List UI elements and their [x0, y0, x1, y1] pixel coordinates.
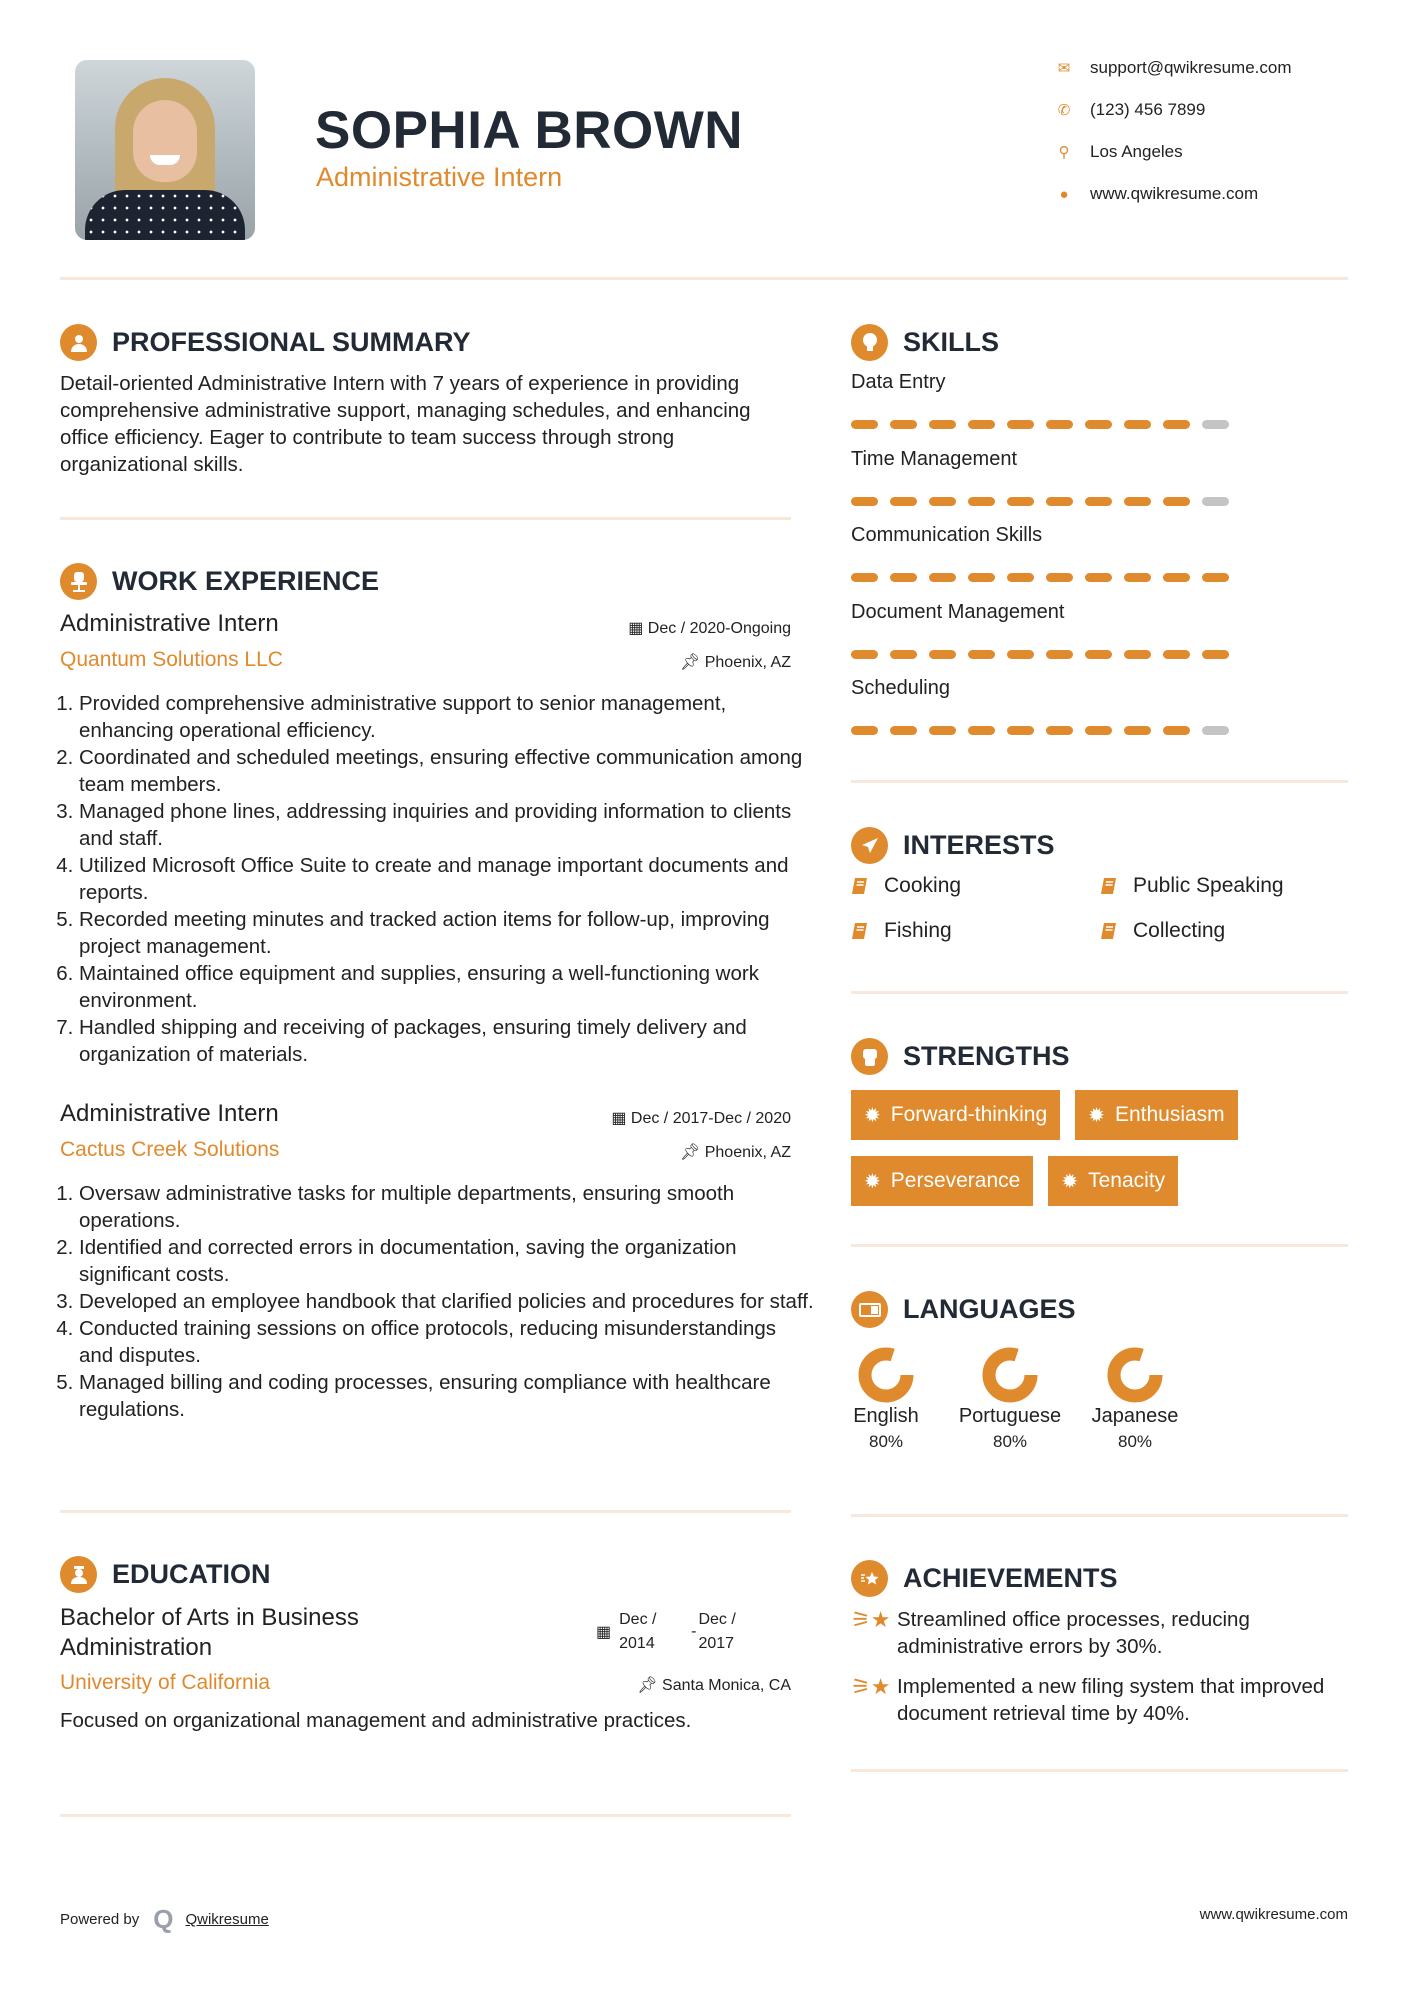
- skill-dash: [1046, 726, 1073, 735]
- language-item: [826, 1345, 946, 1452]
- star-icon: ⚞★: [851, 1607, 891, 1632]
- globe-icon: ●: [1059, 185, 1069, 203]
- skill-dash: [1163, 573, 1190, 582]
- profile-photo: [75, 60, 255, 240]
- language-ring-chart: [980, 1345, 1040, 1405]
- skill-dash: [1007, 650, 1034, 659]
- contact-website[interactable]: ● www.qwikresume.com: [1055, 184, 1258, 204]
- skill-dash: [1124, 650, 1151, 659]
- skill-dash: [968, 650, 995, 659]
- list-item: 3. Developed an employee handbook that clarified policies and procedures for staff.: [79, 1288, 814, 1315]
- list-item: 5. Managed billing and coding processes, ensuring compliance with healthcare regulations.: [79, 1369, 814, 1423]
- skill-dash: [1085, 726, 1112, 735]
- skill-rating-bar: [851, 573, 1229, 582]
- skill-dash: [1085, 497, 1112, 506]
- list-item: 2. Identified and corrected errors in documentation, saving the organization significant costs.: [79, 1234, 814, 1288]
- skill-dash: [929, 650, 956, 659]
- skill-dash: [929, 497, 956, 506]
- language-ring-chart: [1105, 1345, 1165, 1405]
- job-location: 📌︎ Phoenix, AZ: [679, 1144, 791, 1161]
- skill-dash: [1163, 497, 1190, 506]
- languages-divider: [851, 1514, 1348, 1517]
- language-name: English: [853, 1405, 919, 1427]
- language-item: [1075, 1345, 1195, 1452]
- skill-dash: [851, 497, 878, 506]
- education-description: Focused on organizational management and administrative practices.: [60, 1709, 692, 1732]
- skill-dash: [890, 420, 917, 429]
- language-item: [950, 1345, 1070, 1452]
- language-percent: 80%: [992, 1432, 1028, 1451]
- calendar-icon: ▦: [596, 1624, 612, 1641]
- skill-dash: [1124, 726, 1151, 735]
- location-icon: ⚲: [1058, 144, 1070, 161]
- skill-label: Communication Skills: [851, 524, 1043, 546]
- school-name: University of California: [60, 1671, 271, 1694]
- qwikresume-link[interactable]: Qwikresume: [185, 1911, 269, 1928]
- list-item: 2. Coordinated and scheduled meetings, ensuring effective communication among team members.: [79, 744, 809, 798]
- job-company: Cactus Creek Solutions: [60, 1138, 280, 1161]
- book-icon: [851, 922, 869, 940]
- skill-dash: [968, 420, 995, 429]
- job-location: 📌︎ Phoenix, AZ: [679, 654, 791, 671]
- skill-dash: [851, 573, 878, 582]
- achievements-divider: [851, 1769, 1348, 1772]
- skill-dash: [929, 726, 956, 735]
- calendar-icon: ▦: [611, 1110, 627, 1127]
- skill-dash: [851, 420, 878, 429]
- skill-dash: [851, 650, 878, 659]
- work-divider: [60, 1510, 791, 1513]
- achievement-item: ⚞★ Streamlined office processes, reducing administrative errors by 30%.: [851, 1607, 1250, 1658]
- language-name: Japanese: [1091, 1405, 1179, 1427]
- interest-item: Fishing: [851, 919, 952, 943]
- badge-icon: ✹: [864, 1170, 881, 1193]
- list-item: 6. Maintained office equipment and supplies, ensuring a well-functioning work environment.: [79, 960, 809, 1014]
- badge-icon: ✹: [1061, 1170, 1079, 1193]
- user-icon: [60, 324, 97, 361]
- language-ring-chart: [856, 1345, 916, 1405]
- candidate-role: Administrative Intern: [316, 162, 563, 192]
- skill-dash: [1085, 420, 1112, 429]
- job-bullets: [60, 690, 809, 1068]
- skill-dash: [968, 573, 995, 582]
- contact-location: ⚲ Los Angeles: [1055, 142, 1183, 162]
- footer-powered-by: Powered by Q Qwikresume: [60, 1904, 269, 1934]
- skill-label: Time Management: [851, 447, 1017, 470]
- skill-dash: [1046, 573, 1073, 582]
- office-chair-icon: [60, 563, 97, 600]
- skill-dash: [1163, 420, 1190, 429]
- calendar-icon: ▦: [628, 620, 644, 637]
- skill-dash: [1163, 726, 1190, 735]
- fist-icon: [851, 1038, 888, 1075]
- phone-icon: ✆: [1057, 102, 1071, 119]
- skill-dash: [1007, 573, 1034, 582]
- list-item: 1. Oversaw administrative tasks for multiple departments, ensuring smooth operations.: [79, 1180, 814, 1234]
- education-divider: [60, 1814, 791, 1817]
- lightbulb-icon: [851, 324, 888, 361]
- skills-divider: [851, 780, 1348, 783]
- job-bullets: [60, 1180, 814, 1423]
- skill-dash: [890, 497, 917, 506]
- star-badge-icon: [851, 1560, 888, 1597]
- strength-tag: ✹ Enthusiasm: [1075, 1090, 1237, 1140]
- badge-icon: ✹: [864, 1104, 881, 1127]
- list-item: 7. Handled shipping and receiving of packages, ensuring timely delivery and organization of materials.: [79, 1014, 809, 1068]
- skill-dash: [929, 420, 956, 429]
- list-item: 5. Recorded meeting minutes and tracked action items for follow-up, improving project management.: [79, 906, 809, 960]
- book-icon: [851, 877, 869, 895]
- interest-item: Cooking: [851, 874, 961, 898]
- job-title: Administrative Intern: [60, 610, 279, 637]
- skill-dash: [1085, 573, 1112, 582]
- skill-dash: [1202, 650, 1229, 659]
- skill-dash: [1202, 420, 1229, 429]
- achievement-item: ⚞★ Implemented a new filing system that improved document retrieval time by 40%.: [851, 1674, 1325, 1725]
- education-heading: EDUCATION: [60, 1556, 271, 1593]
- education-location: 📌︎ Santa Monica, CA: [637, 1677, 791, 1694]
- achievements-heading: ACHIEVEMENTS: [851, 1560, 1118, 1597]
- skill-dash: [1007, 726, 1034, 735]
- contact-email[interactable]: ✉ support@qwikresume.com: [1055, 58, 1292, 78]
- book-icon: [1100, 877, 1118, 895]
- job-company: Quantum Solutions LLC: [60, 648, 283, 671]
- header-divider: [60, 277, 1348, 280]
- interests-divider: [851, 991, 1348, 994]
- pin-icon: 📌︎: [679, 654, 701, 671]
- language-name: Portuguese: [958, 1405, 1062, 1427]
- contact-phone[interactable]: ✆ (123) 456 7899: [1055, 100, 1205, 120]
- skill-rating-bar: [851, 420, 1229, 429]
- skill-dash: [1007, 420, 1034, 429]
- education-date: ▦ Dec / 2014 - Dec / 2017: [596, 1611, 736, 1652]
- interest-item: Collecting: [1100, 919, 1225, 943]
- skill-label: Document Management: [851, 600, 1065, 623]
- summary-divider: [60, 517, 791, 520]
- interests-heading: INTERESTS: [851, 827, 1055, 864]
- skill-dash: [1124, 497, 1151, 506]
- star-icon: ⚞★: [851, 1674, 891, 1699]
- skill-dash: [1007, 497, 1034, 506]
- skill-dash: [890, 726, 917, 735]
- pin-icon: 📌︎: [637, 1677, 658, 1694]
- interest-item: Public Speaking: [1100, 874, 1284, 898]
- list-item: 3. Managed phone lines, addressing inquiries and providing information to clients and staff.: [79, 798, 809, 852]
- skill-rating-bar: [851, 497, 1229, 506]
- skill-dash: [1163, 650, 1190, 659]
- skill-dash: [1202, 726, 1229, 735]
- badge-icon: ✹: [1088, 1104, 1105, 1127]
- language-percent: 80%: [1117, 1432, 1153, 1451]
- job-date: ▦ Dec / 2020-Ongoing: [628, 620, 791, 637]
- summary-heading: PROFESSIONAL SUMMARY: [60, 324, 471, 361]
- list-item: 4. Utilized Microsoft Office Suite to create and manage important documents and reports.: [79, 852, 809, 906]
- strength-tag: ✹ Tenacity: [1048, 1156, 1178, 1206]
- degree-title: Bachelor of Arts in Business Administration: [60, 1604, 359, 1661]
- skill-dash: [1085, 650, 1112, 659]
- pin-icon: 📌︎: [679, 1144, 701, 1161]
- list-item: 1. Provided comprehensive administrative support to senior management, enhancing operational efficiency.: [79, 690, 809, 744]
- skill-dash: [1046, 420, 1073, 429]
- skill-dash: [1046, 650, 1073, 659]
- skill-dash: [1046, 497, 1073, 506]
- candidate-name: SOPHIA BROWN: [315, 101, 744, 160]
- strength-tag: ✹ Perseverance: [851, 1156, 1033, 1206]
- strengths-row: [851, 1156, 1193, 1206]
- job-date: ▦ Dec / 2017-Dec / 2020: [611, 1110, 791, 1127]
- job-title: Administrative Intern: [60, 1100, 279, 1127]
- strengths-divider: [851, 1244, 1348, 1247]
- skills-heading: SKILLS: [851, 324, 999, 361]
- skill-rating-bar: [851, 650, 1229, 659]
- translate-icon: [851, 1291, 888, 1328]
- work-heading: WORK EXPERIENCE: [60, 563, 379, 600]
- skill-dash: [968, 726, 995, 735]
- strengths-row: [851, 1090, 1253, 1140]
- skill-dash: [851, 726, 878, 735]
- skill-dash: [890, 573, 917, 582]
- skill-dash: [1124, 573, 1151, 582]
- book-icon: [1100, 922, 1118, 940]
- languages-heading: LANGUAGES: [851, 1291, 1076, 1328]
- skill-dash: [1124, 420, 1151, 429]
- skill-dash: [968, 497, 995, 506]
- language-percent: 80%: [868, 1432, 904, 1451]
- qwikresume-logo-icon: Q: [153, 1904, 174, 1934]
- skill-dash: [1202, 497, 1229, 506]
- skill-label: Data Entry: [851, 371, 946, 393]
- mail-icon: ✉: [1057, 60, 1071, 77]
- strengths-heading: STRENGTHS: [851, 1038, 1070, 1075]
- footer-url[interactable]: www.qwikresume.com: [1199, 1906, 1348, 1923]
- paper-plane-icon: [851, 827, 888, 864]
- skill-dash: [890, 650, 917, 659]
- skill-dash: [1202, 573, 1229, 582]
- skill-rating-bar: [851, 726, 1229, 735]
- list-item: 4. Conducted training sessions on office protocols, reducing misunderstandings and disputes.: [79, 1315, 814, 1369]
- summary-text: Detail-oriented Administrative Intern with 7 years of experience in providing comprehensive administrative support, managing schedules, and enhancing office efficiency. Eager to contribute to team success through strong organizational skills.: [60, 372, 751, 476]
- graduate-icon: [60, 1556, 97, 1593]
- skill-label: Scheduling: [851, 677, 950, 699]
- skill-dash: [929, 573, 956, 582]
- strength-tag: ✹ Forward-thinking: [851, 1090, 1060, 1140]
